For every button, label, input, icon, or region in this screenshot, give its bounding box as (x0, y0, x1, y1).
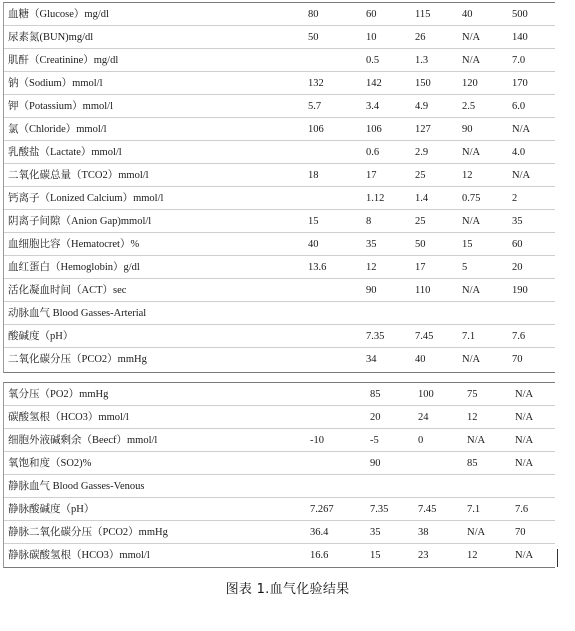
row-value-4: 2.5 (462, 101, 476, 112)
table-row (4, 26, 555, 49)
row-value-3: 127 (415, 124, 431, 135)
row-value-4: 5 (462, 262, 468, 273)
row-value-2: 35 (366, 239, 377, 250)
row-value-5: N/A (515, 458, 534, 469)
row-value-5: N/A (515, 412, 534, 423)
row-value-4: N/A (462, 55, 481, 66)
row-value-1: 7.267 (310, 504, 334, 515)
row-label: 阴离子间隙（Anion Gap)mmol/l (8, 216, 152, 227)
table-row (4, 544, 555, 567)
table-row (4, 210, 555, 233)
table-row (4, 498, 555, 521)
row-value-3: 23 (418, 550, 429, 561)
row-value-5: 4.0 (512, 147, 526, 158)
row-label: 钾（Potassium）mmol/l (8, 101, 114, 112)
row-value-1: 15 (308, 216, 319, 227)
row-value-3: 2.9 (415, 147, 429, 158)
row-value-4: N/A (462, 285, 481, 296)
row-value-4: 90 (462, 124, 473, 135)
row-value-2: 0.5 (366, 55, 380, 66)
table-row (4, 406, 555, 429)
row-value-2: 7.35 (366, 331, 385, 342)
row-value-4: N/A (462, 32, 481, 43)
row-value-2: 90 (366, 285, 377, 296)
row-value-4: N/A (462, 354, 481, 365)
table-section-2 (3, 382, 555, 568)
row-label: 血细胞比容（Hematocret）% (8, 239, 140, 250)
row-label: 动脉血气 Blood Gasses-Arterial (8, 308, 147, 319)
row-value-3: 1.4 (415, 193, 429, 204)
row-label: 血红蛋白（Hemoglobin）g/dl (8, 262, 140, 273)
row-value-1: 16.6 (310, 550, 329, 561)
table-section-1 (3, 2, 555, 373)
row-label: 肌酐（Creatinine）mg/dl (8, 55, 119, 66)
row-label: 氧饱和度（SO2)% (8, 458, 92, 469)
row-value-5: 500 (512, 9, 528, 20)
row-label: 细胞外液碱剩余（Beecf）mmol/l (8, 435, 158, 446)
row-value-3: 1.3 (415, 55, 429, 66)
row-value-3: 110 (415, 285, 431, 296)
table-edge-marker (557, 549, 558, 567)
row-value-2: 90 (370, 458, 381, 469)
row-value-5: 190 (512, 285, 528, 296)
table-row (4, 95, 555, 118)
row-value-5: 6.0 (512, 101, 526, 112)
table-row (4, 187, 555, 210)
row-value-2: 7.35 (370, 504, 389, 515)
row-value-3: 100 (418, 389, 434, 400)
table-row (4, 325, 555, 348)
row-value-5: 35 (512, 216, 523, 227)
row-value-2: 8 (366, 216, 372, 227)
row-value-4: 12 (467, 550, 478, 561)
lab-results-table (3, 2, 555, 568)
row-value-5: 7.6 (512, 331, 526, 342)
row-value-3: 25 (415, 170, 426, 181)
row-value-3: 38 (418, 527, 429, 538)
row-label: 钠（Sodium）mmol/l (8, 78, 103, 89)
row-value-2: 20 (370, 412, 381, 423)
table-row (4, 302, 555, 325)
row-value-3: 150 (415, 78, 431, 89)
row-value-4: N/A (467, 527, 486, 538)
table-row (4, 141, 555, 164)
row-value-3: 7.45 (415, 331, 434, 342)
row-value-3: 26 (415, 32, 426, 43)
row-value-5: 170 (512, 78, 528, 89)
table-row (4, 475, 555, 498)
row-value-5: 20 (512, 262, 523, 273)
row-label: 血糖（Glucose）mg/dl (8, 9, 109, 20)
row-value-4: N/A (467, 435, 486, 446)
row-label: 氯（Chloride）mmol/l (8, 124, 107, 135)
row-value-2: 3.4 (366, 101, 380, 112)
table-row (4, 452, 555, 475)
row-value-4: 12 (467, 412, 478, 423)
row-value-5: 60 (512, 239, 523, 250)
row-value-3: 115 (415, 9, 431, 20)
row-value-5: 7.0 (512, 55, 526, 66)
table-row (4, 49, 555, 72)
row-value-4: 120 (462, 78, 478, 89)
table-row (4, 164, 555, 187)
row-label: 二氧化碳总量（TCO2）mmol/l (8, 170, 149, 181)
row-value-1: 13.6 (308, 262, 327, 273)
row-value-5: N/A (512, 124, 531, 135)
row-value-5: N/A (515, 389, 534, 400)
row-label: 酸碱度（pH） (8, 331, 74, 342)
row-value-1: 80 (308, 9, 319, 20)
table-row (4, 3, 555, 26)
row-value-4: 40 (462, 9, 473, 20)
row-value-4: 7.1 (462, 331, 476, 342)
table-row (4, 521, 555, 544)
figure-caption: 图表 1.血气化验结果 (225, 582, 350, 597)
row-value-1: 106 (308, 124, 324, 135)
row-value-4: 85 (467, 458, 478, 469)
row-value-1: 5.7 (308, 101, 322, 112)
row-value-3: 4.9 (415, 101, 429, 112)
row-value-2: 85 (370, 389, 381, 400)
row-value-3: 7.45 (418, 504, 437, 515)
table-row (4, 383, 555, 406)
table-row (4, 233, 555, 256)
row-value-2: -5 (370, 435, 379, 446)
table-row (4, 256, 555, 279)
row-value-2: 17 (366, 170, 377, 181)
table-row (4, 72, 555, 95)
table-row (4, 118, 555, 141)
row-value-5: N/A (515, 550, 534, 561)
row-value-2: 106 (366, 124, 382, 135)
row-value-2: 35 (370, 527, 381, 538)
row-value-2: 0.6 (366, 147, 380, 158)
row-value-5: N/A (512, 170, 531, 181)
row-value-5: 140 (512, 32, 528, 43)
row-label: 静脉酸碱度（pH） (8, 504, 95, 515)
row-value-3: 24 (418, 412, 429, 423)
table-row (4, 429, 555, 452)
row-value-5: 70 (512, 354, 523, 365)
row-value-3: 0 (418, 435, 424, 446)
row-label: 乳酸盐（Lactate）mmol/l (8, 147, 122, 158)
row-value-2: 15 (370, 550, 381, 561)
row-value-4: 7.1 (467, 504, 481, 515)
row-label: 钙离子（Lonized Calcium）mmol/l (8, 193, 164, 204)
row-value-4: 15 (462, 239, 473, 250)
row-value-3: 25 (415, 216, 426, 227)
row-value-5: 2 (512, 193, 518, 204)
row-label: 静脉二氧化碳分压（PCO2）mmHg (8, 527, 168, 538)
row-value-2: 34 (366, 354, 377, 365)
row-label: 氧分压（PO2）mmHg (8, 389, 109, 400)
row-value-4: N/A (462, 147, 481, 158)
row-label: 静脉血气 Blood Gasses-Venous (8, 481, 145, 492)
row-value-4: 75 (467, 389, 478, 400)
table-row (4, 348, 555, 371)
row-value-5: 7.6 (515, 504, 529, 515)
row-label: 尿素氮(BUN)mg/dl (8, 32, 94, 43)
row-value-2: 12 (366, 262, 377, 273)
row-value-1: 50 (308, 32, 319, 43)
row-value-4: 0.75 (462, 193, 481, 204)
row-value-4: N/A (462, 216, 481, 227)
row-value-5: 70 (515, 527, 526, 538)
row-value-2: 60 (366, 9, 377, 20)
row-value-3: 17 (415, 262, 426, 273)
row-value-1: 40 (308, 239, 319, 250)
row-value-1: 36.4 (310, 527, 329, 538)
row-label: 活化凝血时间（ACT）sec (8, 285, 127, 296)
table-row (4, 279, 555, 302)
row-value-5: N/A (515, 435, 534, 446)
row-value-4: 12 (462, 170, 473, 181)
row-value-1: 132 (308, 78, 324, 89)
row-label: 碳酸氢根（HCO3）mmol/l (8, 412, 129, 423)
row-value-3: 50 (415, 239, 426, 250)
row-label: 静脉碳酸氢根（HCO3）mmol/l (8, 550, 150, 561)
row-value-2: 10 (366, 32, 377, 43)
row-value-3: 40 (415, 354, 426, 365)
row-value-1: 18 (308, 170, 319, 181)
row-value-1: -10 (310, 435, 324, 446)
row-label: 二氧化碳分压（PCO2）mmHg (8, 354, 147, 365)
row-value-2: 1.12 (366, 193, 385, 204)
row-value-2: 142 (366, 78, 382, 89)
